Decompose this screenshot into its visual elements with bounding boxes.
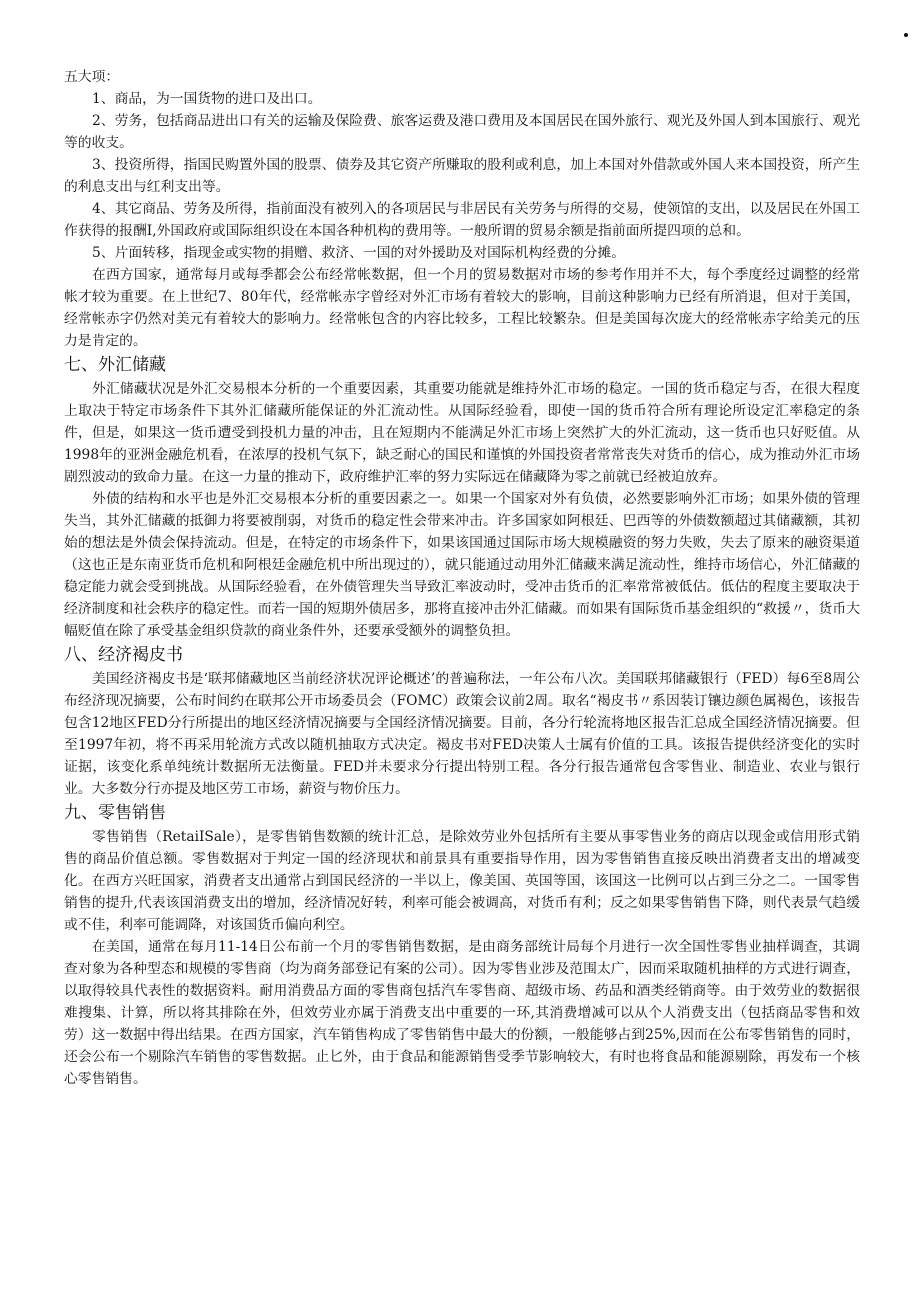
intro-item-3: 3、投资所得，指国民购置外国的股票、债券及其它资产所赚取的股利或利息，加上本国对外借款或外国人来本国投资，所产生的利息支出与红利支出等。	[64, 157, 860, 195]
forex-reserves-paragraph-2: 外债的结构和水平也是外汇交易根本分析的重要因素之一。如果一个国家对外有负债，必然要影响外汇市场；如果外债的管理失当，其外汇储藏的抵御力将要被削弱，对货币的稳定性会带来冲击。许多国家如阿根廷、巴西等的外债数额超过其储藏额，其初始的想法是外债会保持流动。但是，在特定的市场条件下，如果该国通过国际市场大规模融资的努力失败，失去了原来的融资渠道（这也正是东南亚货币危机和阿根廷金融危机中所出现过的），就只能通过动用外汇储藏来满足流动性，维持市场信心，外汇储藏的稳定能力就会受到挑战。从国际经验看，在外债管理失当导致汇率波动时，受冲击货币的汇率常常被低估。低估的程度主要取决于经济制度和社会秩序的稳定性。而若一国的短期外债居多，那将直接冲击外汇储藏。而如果有国际货币基金组织的“救援〃，货币大幅贬值在除了承受基金组织贷款的商业条件外，还要承受额外的调整负担。	[64, 491, 860, 639]
intro-closing-paragraph: 在西方国家，通常每月或每季都会公布经常帐数据，但一个月的贸易数据对市场的参考作用并不大，每个季度经过调整的经常帐才较为重要。在上世纪7、80年代，经常帐赤字曾经对外汇市场有着较大的影响，目前这种影响力已经有所消退，但对于美国，经常帐赤字仍然对美元有着较大的影响力。经常帐包含的内容比较多，工程比较繁杂。但是美国每次庞大的经常帐赤字给美元的压力是肯定的。	[64, 267, 860, 349]
section-title-beige-book: 八、经济褐皮书	[64, 645, 183, 665]
intro-item-1: 1、商品，为一国货物的进口及出口。	[92, 91, 322, 107]
retail-sales-paragraph-1: 零售销售（RetaiISale），是零售销售数额的统计汇总，是除效劳业外包括所有主要从事零售业务的商店以现金或信用形式销售的商品价值总额。零售数据对于判定一国的经济现状和前景具有重要指导作用，因为零售销售直接反映出消费者支出的增减变化。在西方兴旺国家，消费者支出通常占到国民经济的一半以上，像美国、英国等国，该国这一比例可以占到三分之二。一国零售销售的提升,代表该国消费支出的增加，经济情况好转，利率可能会被调高，对货币有利；反之如果零售销售下降，则代表景气趋缓或不佳，利率可能调降，对该国货币偏向利空。	[64, 829, 860, 933]
scan-dot-mark	[904, 33, 908, 37]
forex-reserves-paragraph-1: 外汇储藏状况是外汇交易根本分析的一个重要因素，其重要功能就是维持外汇市场的稳定。一国的货币稳定与否，在很大程度上取决于特定市场条件下其外汇储藏所能保证的外汇流动性。从国际经验看，即使一国的货币符合所有理论所设定汇率稳定的条件，但是，如果这一货币遭受到投机力量的冲击，且在短期内不能满足外汇市场上突然扩大的外汇流动，这一货币也只好贬值。从1998年的亚洲金融危机看，在浓厚的投机气氛下，缺乏耐心的国民和谨慎的外国投资者常常丧失对货币的信心，成为推动外汇市场剧烈波动的致命力量。在这一力量的推动下，政府维护汇率的努力实际远在储藏降为零之前就已经被迫放弃。	[64, 381, 860, 485]
section-title-retail-sales: 九、零售销售	[64, 803, 166, 823]
retail-sales-paragraph-2: 在美国，通常在每月11-14日公布前一个月的零售销售数据，是由商务部统计局每个月进行一次全国性零售业抽样调查，其调查对象为各种型态和规模的零售商（均为商务部登记有案的公司）。因为零售业涉及范围太广，因而采取随机抽样的方式进行调查，以取得较具代表性的数据资料。耐用消费品方面的零售商包括汽车零售商、超级市场、药品和酒类经销商等。由于效劳业的数据很难搜集、计算，所以将其排除在外，但效劳业亦属于消费支出中重要的一环,其消费增减可以从个人消费支出（包括商品零售和效劳）这一数据中得出结果。在西方国家，汽车销售构成了零售销售中最大的份额，一般能够占到25%,因而在公布零售销售的同时，还会公布一个剔除汽车销售的零售数据。止匕外，由于食品和能源销售受季节影响较大，有时也将食品和能源剔除，再发布一个核心零售销售。	[64, 939, 860, 1087]
intro-item-2: 2、劳务，包括商品进出口有关的运输及保险费、旅客运费及港口费用及本国居民在国外旅行、观光及外国人到本国旅行、观光等的收支。	[64, 113, 860, 151]
beige-book-paragraph-1: 美国经济褐皮书是‘联邦储藏地区当前经济状况评论概述’的普遍称法，一年公布八次。美国联邦储藏银行（FED）每6至8周公布经济现况摘要，公布时间约在联邦公开市场委员会（FOMC）政策会议前2周。取名“褐皮书〃系因装订镶边颜色属褐色，该报告包含12地区FED分行所提出的地区经济情况摘要与全国经济情况摘要。目前，各分行轮流将地区报告汇总成全国经济情况摘要。但至1997年初，将不再采用轮流方式改以随机抽取方式决定。褐皮书对FED决策人士属有价值的工具。该报告提供经济变化的实时证据，该变化系单纯统计数据所无法衡量。FED并未要求分行提出特别工程。各分行报告通常包含零售业、制造业、农业与银行业。大多数分行亦提及地区劳工市场，薪资与物价压力。	[64, 671, 860, 797]
intro-item-5: 5、片面转移，指现金或实物的捐赠、救济、一国的对外援助及对国际机构经费的分摊。	[92, 245, 626, 261]
document-page	[64, 66, 860, 1090]
intro-item-4: 4、其它商品、劳务及所得，指前面没有被列入的各项居民与非居民有关劳务与所得的交易，使领馆的支出，以及居民在外国工作获得的报酬I,外国政府或国际组织设在本国各种机构的费用等。一般所谓的贸易余额是指前面所提四项的总和。	[64, 201, 860, 239]
section-title-forex-reserves: 七、外汇储藏	[64, 355, 166, 375]
intro-heading-line: 五大项：	[64, 69, 120, 85]
